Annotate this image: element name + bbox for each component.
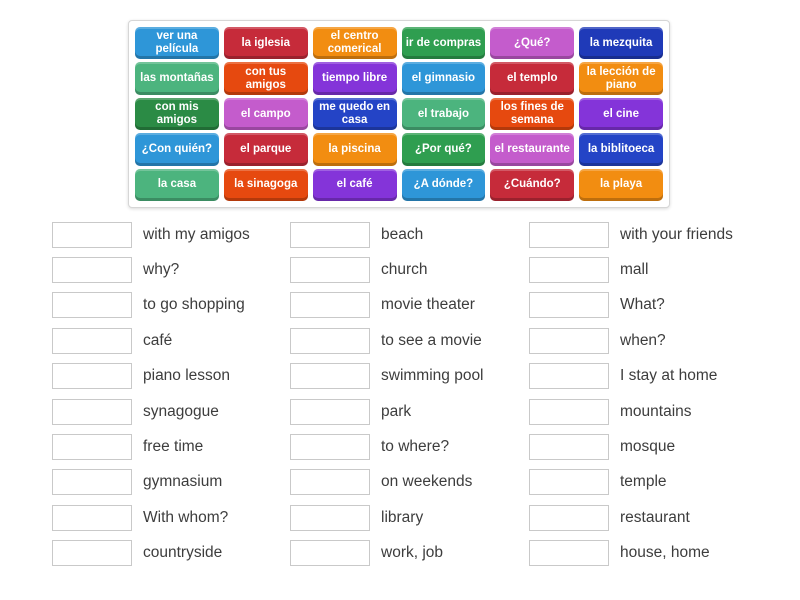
match-row — [52, 540, 290, 566]
tile-tiempo-libre[interactable] — [313, 62, 397, 94]
answer-slot[interactable] — [52, 363, 132, 389]
match-label: park — [381, 402, 412, 420]
tile-label: la iglesia — [241, 36, 291, 49]
tile-por-que[interactable] — [402, 133, 486, 165]
match-label: gymnasium — [143, 473, 223, 491]
tile-el-gimnasio[interactable] — [402, 62, 486, 94]
tile-el-cafe[interactable] — [313, 169, 397, 201]
tile-label: con tus amigos — [245, 65, 287, 91]
match-row — [290, 363, 529, 389]
tile-la-casa[interactable] — [135, 169, 219, 201]
match-label: swimming pool — [381, 367, 484, 385]
match-row — [529, 222, 733, 248]
tile-label: el cine — [603, 107, 639, 120]
match-row — [290, 257, 529, 283]
answer-slot[interactable] — [529, 540, 609, 566]
answer-slot[interactable] — [290, 328, 370, 354]
answer-slot[interactable] — [290, 469, 370, 495]
match-row — [290, 292, 529, 318]
match-row — [52, 363, 290, 389]
tile-a-donde[interactable] — [402, 169, 486, 201]
match-label: with your friends — [620, 225, 733, 243]
answer-slot[interactable] — [529, 505, 609, 531]
match-row — [290, 434, 529, 460]
match-label: mall — [620, 261, 649, 279]
tile-label: tiempo libre — [321, 72, 388, 85]
answer-slot[interactable] — [52, 292, 132, 318]
answer-slot[interactable] — [529, 363, 609, 389]
answer-slot[interactable] — [290, 222, 370, 248]
match-list — [52, 217, 733, 571]
match-label: to where? — [381, 438, 450, 456]
tile-el-trabajo[interactable] — [402, 98, 486, 130]
tile-label: la playa — [599, 178, 643, 191]
match-label: why? — [143, 261, 180, 279]
match-row — [290, 328, 529, 354]
tile-label: los fines de semana — [500, 101, 564, 126]
tile-label: ¿A dónde? — [413, 178, 474, 191]
match-row — [52, 434, 290, 460]
match-label: synagogue — [143, 402, 219, 420]
tile-label: ver una película — [155, 30, 199, 56]
answer-slot[interactable] — [290, 505, 370, 531]
tile-el-centro-comerical[interactable] — [313, 27, 397, 59]
tile-con-mis-amigos[interactable] — [135, 98, 219, 130]
match-row — [529, 540, 733, 566]
match-label: mosque — [620, 438, 676, 456]
answer-slot[interactable] — [290, 434, 370, 460]
match-label: I stay at home — [620, 367, 718, 385]
match-label: With whom? — [143, 508, 229, 526]
answer-slot[interactable] — [290, 540, 370, 566]
match-label: piano lesson — [143, 367, 231, 385]
answer-slot[interactable] — [290, 292, 370, 318]
tile-label: las montañas — [140, 72, 214, 85]
tile-label: ¿Por qué? — [414, 142, 472, 155]
tile-label: la casa — [157, 178, 197, 191]
tile-label: el parque — [240, 142, 292, 155]
tile-label: la piscina — [328, 142, 381, 155]
match-row — [52, 399, 290, 425]
answer-slot[interactable] — [290, 399, 370, 425]
tile-label: ¿Con quién? — [141, 142, 213, 155]
answer-slot[interactable] — [52, 434, 132, 460]
match-row — [52, 257, 290, 283]
tile-el-campo[interactable] — [224, 98, 308, 130]
match-label: restaurant — [620, 508, 690, 526]
match-row — [529, 505, 733, 531]
tile-board-panel — [128, 20, 670, 208]
tile-ir-de-compras[interactable] — [402, 27, 486, 59]
match-label: with my amigos — [143, 225, 250, 243]
tile-label: el gimnasio — [411, 72, 476, 85]
answer-slot[interactable] — [529, 469, 609, 495]
tile-el-restaurante[interactable] — [490, 133, 574, 165]
tile-label: la lección de piano — [586, 65, 656, 91]
match-label: library — [381, 508, 424, 526]
tile-label: con mis amigos — [155, 101, 199, 126]
answer-slot[interactable] — [52, 505, 132, 531]
tile-con-quien[interactable] — [135, 133, 219, 165]
tile-cuando[interactable] — [490, 169, 574, 201]
tile-label: la biblitoeca — [587, 142, 655, 155]
match-row — [52, 505, 290, 531]
match-label: to see a movie — [381, 331, 482, 349]
tile-que[interactable] — [490, 27, 574, 59]
tile-label: me quedo en casa — [319, 101, 391, 126]
answer-slot[interactable] — [52, 222, 132, 248]
answer-slot[interactable] — [290, 363, 370, 389]
tile-el-cine[interactable] — [579, 98, 663, 130]
tile-label: la mezquita — [589, 36, 653, 49]
answer-slot[interactable] — [290, 257, 370, 283]
tile-la-mezquita[interactable] — [579, 27, 663, 59]
match-row — [290, 505, 529, 531]
match-label: What? — [620, 296, 665, 314]
match-label: mountains — [620, 402, 692, 420]
match-row — [52, 328, 290, 354]
match-label: countryside — [143, 544, 223, 562]
answer-slot[interactable] — [52, 469, 132, 495]
match-label: free time — [143, 438, 204, 456]
tile-la-playa[interactable] — [579, 169, 663, 201]
match-label: to go shopping — [143, 296, 245, 314]
tile-label: el café — [336, 178, 373, 191]
match-label: on weekends — [381, 473, 473, 491]
match-row — [290, 540, 529, 566]
tile-con-tus-amigos[interactable] — [224, 62, 308, 94]
tile-el-templo[interactable] — [490, 62, 574, 94]
answer-slot[interactable] — [529, 328, 609, 354]
match-label: work, job — [381, 544, 444, 562]
tile-label: el restaurante — [494, 142, 570, 155]
tile-la-sinagoga[interactable] — [224, 169, 308, 201]
tile-la-piscina[interactable] — [313, 133, 397, 165]
match-row — [52, 469, 290, 495]
tile-label: la sinagoga — [234, 178, 298, 191]
tile-label: el centro comerical — [327, 30, 382, 56]
tile-label: ¿Qué? — [514, 36, 551, 49]
tile-label: el templo — [507, 72, 558, 85]
match-row — [529, 292, 733, 318]
match-row — [529, 328, 733, 354]
tile-la-iglesia[interactable] — [224, 27, 308, 59]
tile-el-parque[interactable] — [224, 133, 308, 165]
match-row — [52, 222, 290, 248]
answer-slot[interactable] — [52, 328, 132, 354]
tile-los-fines-de-semana[interactable] — [490, 98, 574, 130]
match-label: beach — [381, 225, 424, 243]
tile-label: ir de compras — [405, 36, 482, 49]
tile-las-montanas[interactable] — [135, 62, 219, 94]
tile-label: el trabajo — [417, 107, 469, 120]
tile-ver-una-pelicula[interactable] — [135, 27, 219, 59]
tile-la-leccion-de-piano[interactable] — [579, 62, 663, 94]
answer-slot[interactable] — [529, 434, 609, 460]
match-row — [529, 257, 733, 283]
match-row — [529, 363, 733, 389]
tile-grid — [135, 27, 663, 201]
answer-slot[interactable] — [52, 399, 132, 425]
answer-slot[interactable] — [529, 222, 609, 248]
match-row — [529, 469, 733, 495]
match-label: movie theater — [381, 296, 475, 314]
tile-label: ¿Cuándo? — [503, 178, 561, 191]
answer-slot[interactable] — [529, 292, 609, 318]
match-label: when? — [620, 331, 666, 349]
match-label: café — [143, 331, 173, 349]
match-label: church — [381, 261, 428, 279]
match-label: temple — [620, 473, 667, 491]
match-row — [529, 434, 733, 460]
match-row — [290, 222, 529, 248]
match-row — [529, 399, 733, 425]
tile-label: el campo — [240, 107, 291, 120]
tile-la-biblitoeca[interactable] — [579, 133, 663, 165]
match-row — [290, 469, 529, 495]
answer-slot[interactable] — [52, 540, 132, 566]
match-row — [52, 292, 290, 318]
answer-slot[interactable] — [529, 257, 609, 283]
match-label: house, home — [620, 544, 710, 562]
tile-me-quedo-en-casa[interactable] — [313, 98, 397, 130]
match-row — [290, 399, 529, 425]
answer-slot[interactable] — [52, 257, 132, 283]
answer-slot[interactable] — [529, 399, 609, 425]
